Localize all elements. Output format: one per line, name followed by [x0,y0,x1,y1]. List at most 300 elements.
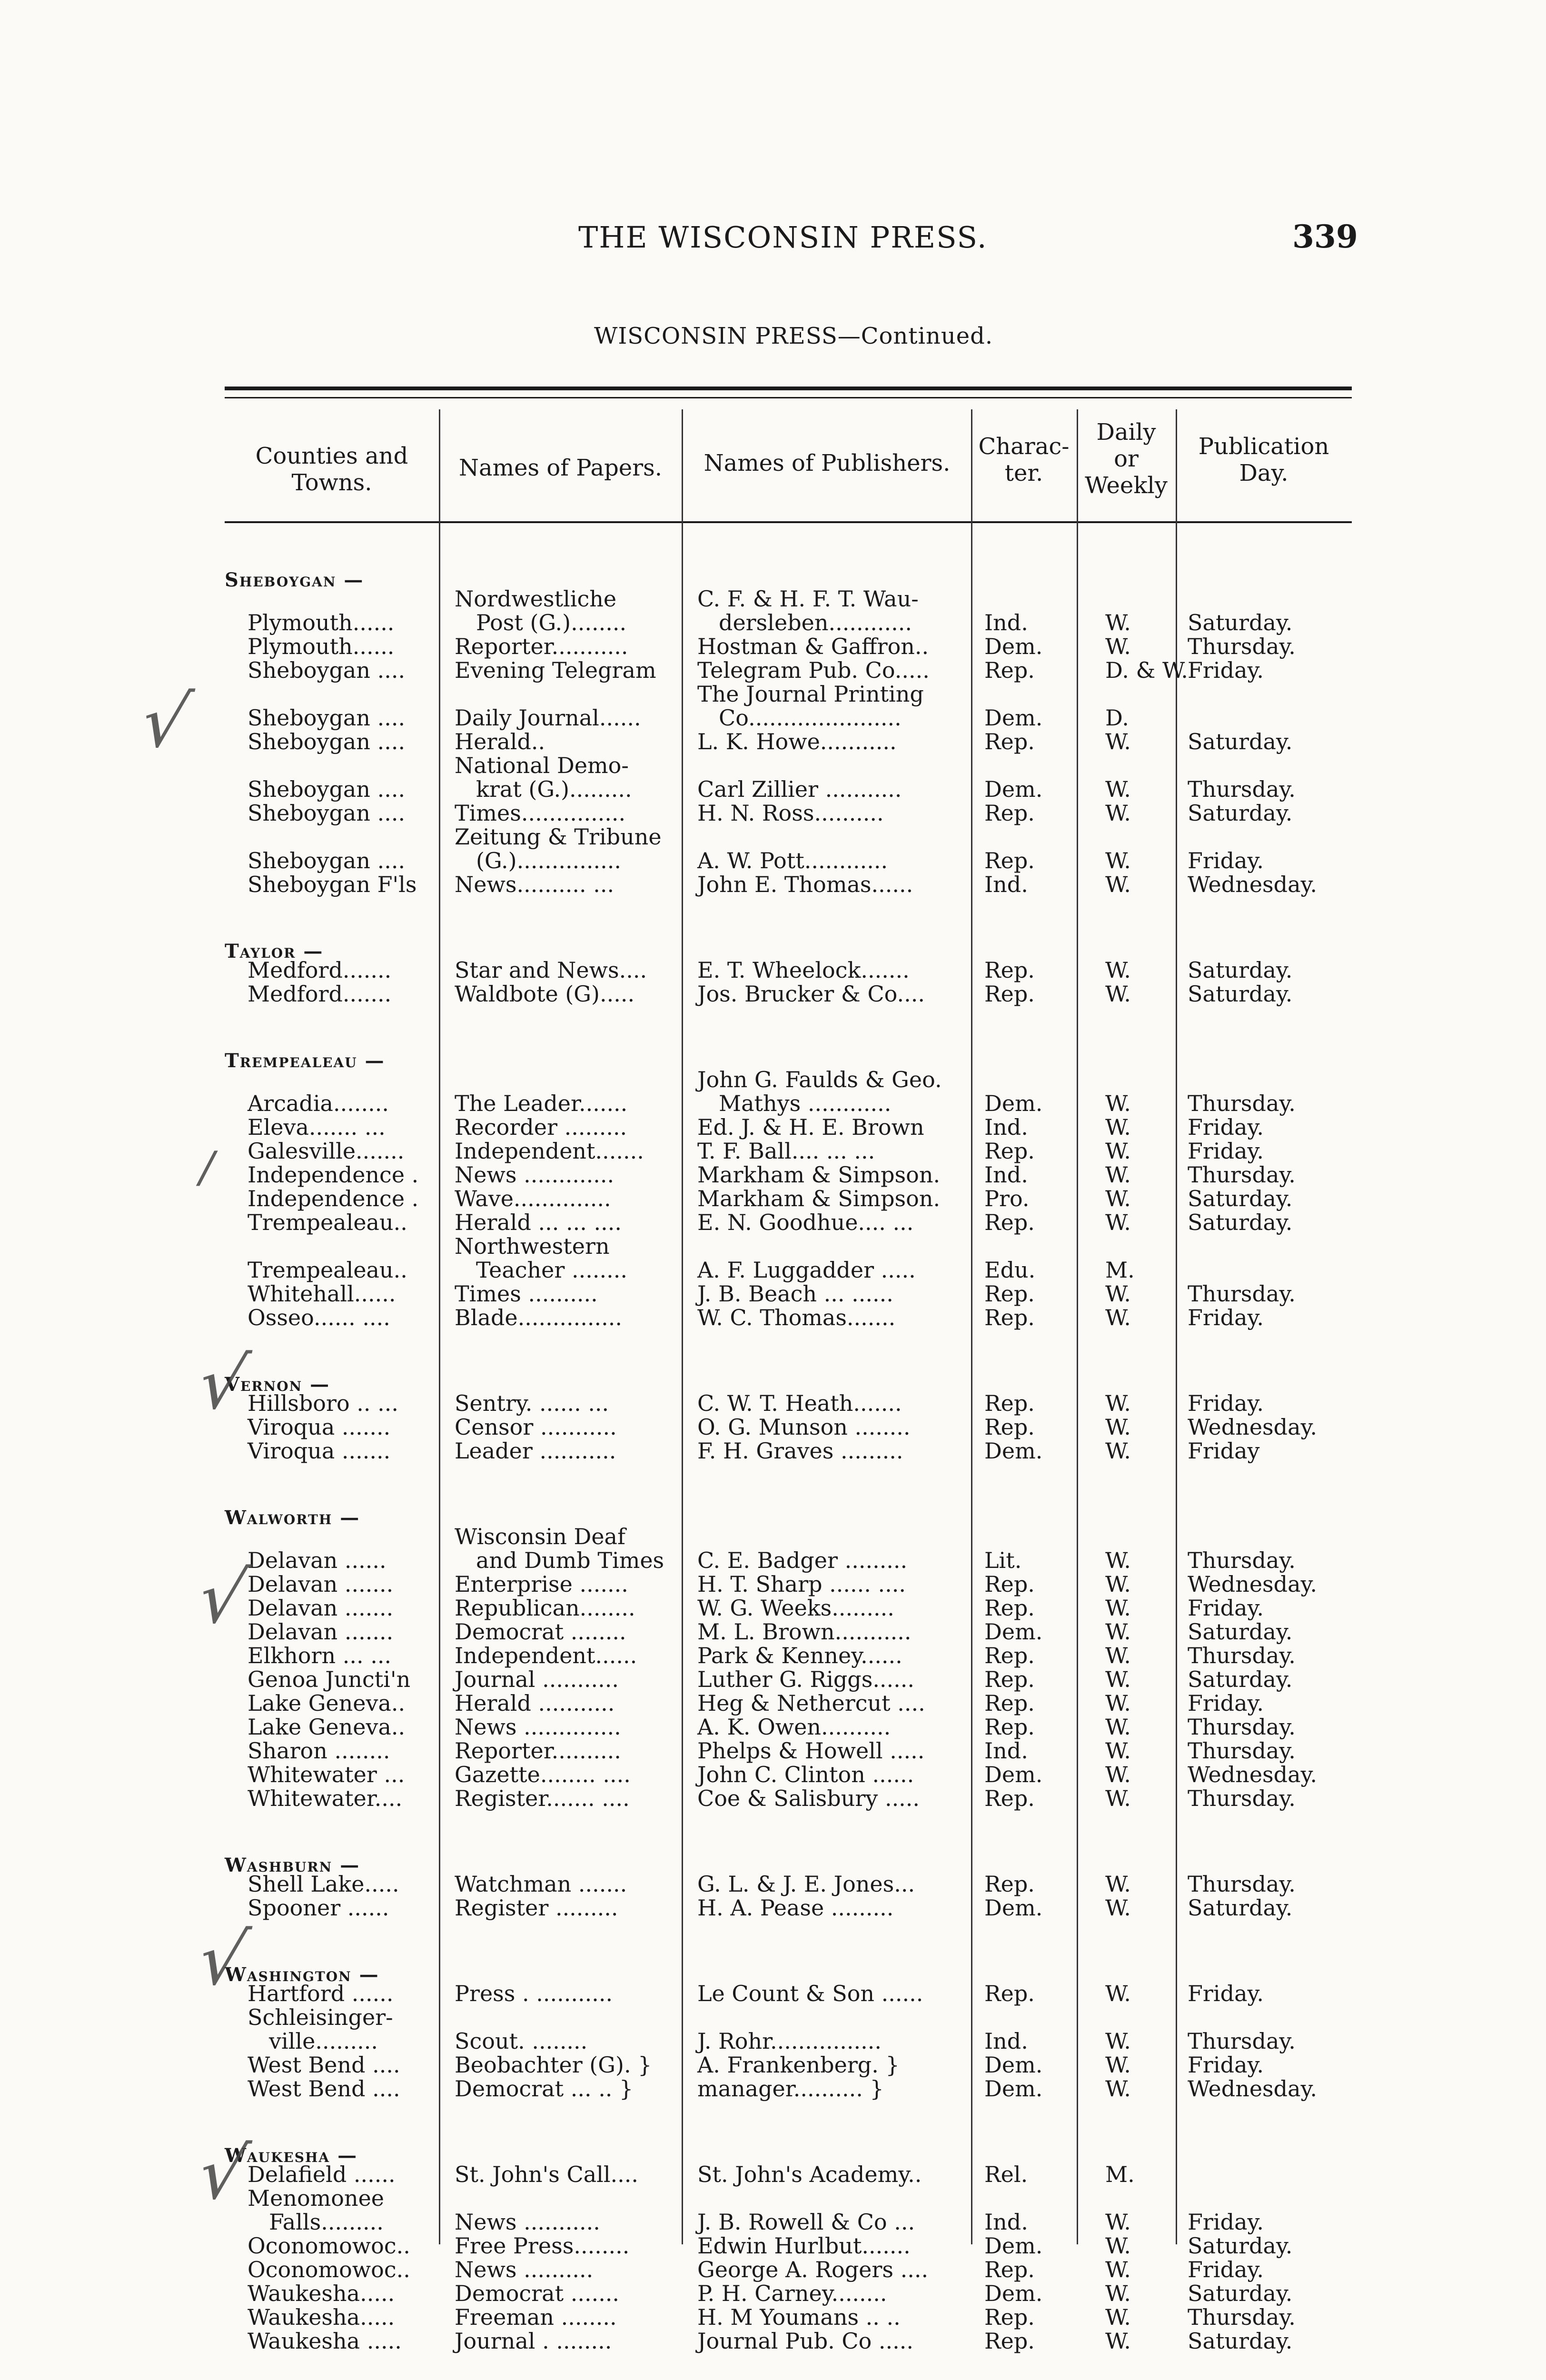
paper-name-cell: Teacher ........ [476,1257,627,1283]
paper-name-cell: Independent....... [455,1138,644,1164]
paper-name-cell: Scout. ........ [455,2028,588,2054]
publisher-cell: C. W. T. Heath....... [697,1390,902,1416]
town-cell: Delavan ...... [248,1547,386,1573]
paper-name-cell: Evening Telegram [455,657,656,683]
county-heading: Trempealeau — [225,1050,385,1072]
publisher-cell: E. N. Goodhue.... ... [697,1210,914,1235]
publisher-cell: C. E. Badger ......... [697,1547,908,1573]
frequency-cell: W. [1105,2076,1131,2102]
publisher-cell: dersleben............ [719,610,912,635]
publication-day-cell: Friday. [1188,657,1264,683]
town-cell: West Bend .... [248,2076,400,2102]
frequency-cell: W. [1105,1114,1131,1140]
party-character-cell: Dem. [984,634,1043,659]
publication-day-cell: Wednesday. [1188,1571,1318,1597]
party-character-cell: Pro. [984,1186,1030,1211]
paper-name-cell: Journal ........... [455,1666,619,1692]
publisher-cell: John G. Faulds & Geo. [697,1067,942,1092]
town-cell: Hartford ...... [248,1981,394,2006]
town-cell: Independence . [248,1162,419,1188]
town-cell: Delafield ...... [248,2162,396,2187]
paper-name-cell: Waldbote (G)..... [455,981,635,1007]
paper-name-cell: The Leader....... [455,1091,628,1116]
town-cell: West Bend .... [248,2052,400,2078]
publication-day-cell: Wednesday. [1188,872,1318,897]
paper-name-cell: Freeman ........ [455,2304,617,2330]
publisher-cell: Edwin Hurlbut....... [697,2233,911,2259]
frequency-cell: W. [1105,1762,1131,1787]
publisher-cell: T. F. Ball.... ... ... [697,1138,875,1164]
publisher-cell: W. C. Thomas....... [697,1305,896,1330]
town-cell: Menomonee [248,2185,385,2211]
town-cell: Genoa Juncti'n [248,1666,411,1692]
party-character-cell: Rep. [984,2257,1035,2282]
paper-name-cell: Press . ........... [455,1981,613,2006]
town-cell: Waukesha ..... [248,2328,402,2354]
party-character-cell: Dem. [984,2052,1043,2078]
paper-name-cell: Wave.............. [455,1186,611,1211]
paper-name-cell: Democrat ....... [455,2281,620,2306]
frequency-cell: M. [1105,1257,1135,1283]
town-cell: Sheboygan .... [248,729,406,754]
publisher-cell: H. M Youmans .. .. [697,2304,901,2330]
publication-day-cell: Saturday. [1188,800,1293,826]
frequency-cell: W. [1105,2052,1131,2078]
party-character-cell: Rep. [984,1281,1035,1307]
party-character-cell: Rep. [984,1595,1035,1621]
frequency-cell: W. [1105,957,1131,983]
paper-name-cell: krat (G.)......... [476,776,632,802]
frequency-cell: D. [1105,705,1129,731]
publisher-cell: Coe & Salisbury ..... [697,1785,920,1811]
pencil-check-mark: √ [134,681,198,764]
paper-name-cell: Times............... [455,800,626,826]
publisher-cell: A. W. Pott............ [697,848,888,873]
frequency-cell: W. [1105,1666,1131,1692]
party-character-cell: Dem. [984,705,1043,731]
town-cell: Sheboygan .... [248,848,406,873]
party-character-cell: Dem. [984,2076,1043,2102]
town-cell: Sheboygan .... [248,776,406,802]
column-header-publishers: Names of Publishers. [704,450,951,476]
frequency-cell: W. [1105,1643,1131,1668]
publication-day-cell: Saturday. [1188,729,1293,754]
party-character-cell: Rep. [984,1571,1035,1597]
publication-day-cell: Thursday. [1188,1162,1296,1188]
party-character-cell: Rel. [984,2162,1028,2187]
party-character-cell: Rep. [984,657,1035,683]
party-character-cell: Rep. [984,2328,1035,2354]
publisher-cell: Hostman & Gaffron.. [697,634,929,659]
publisher-cell: P. H. Carney........ [697,2281,887,2306]
paper-name-cell: News ........... [455,2209,600,2235]
frequency-cell: W. [1105,1186,1131,1211]
paper-name-cell: Enterprise ....... [455,1571,628,1597]
frequency-cell: W. [1105,1390,1131,1416]
party-character-cell: Ind. [984,1162,1028,1188]
paper-name-cell: News .............. [455,1714,621,1740]
paper-name-cell: Sentry. ...... ... [455,1390,609,1416]
publication-day-cell: Friday. [1188,2052,1264,2078]
column-divider [439,409,440,2244]
frequency-cell: W. [1105,2233,1131,2259]
paper-name-cell: Herald ........... [455,1690,615,1716]
pencil-check-mark: √ [191,2132,255,2215]
frequency-cell: W. [1105,1281,1131,1307]
frequency-cell: W. [1105,776,1131,802]
party-character-cell: Rep. [984,1981,1035,2006]
paper-name-cell: Free Press........ [455,2233,630,2259]
publisher-cell: George A. Rogers .... [697,2257,929,2282]
publisher-cell: H. T. Sharp ...... .... [697,1571,906,1597]
publisher-cell: manager.......... } [697,2076,884,2102]
party-character-cell: Dem. [984,1895,1043,1921]
publisher-cell: A. K. Owen.......... [697,1714,891,1740]
publication-day-cell: Saturday. [1188,610,1293,635]
publisher-cell: John C. Clinton ...... [697,1762,914,1787]
paper-name-cell: Herald.. [455,729,545,754]
party-character-cell: Rep. [984,1785,1035,1811]
town-cell: Medford....... [248,957,392,983]
publisher-cell: Le Count & Son ...... [697,1981,923,2006]
publisher-cell: Jos. Brucker & Co.... [697,981,925,1007]
publisher-cell: Park & Kenney...... [697,1643,902,1668]
paper-name-cell: News ............. [455,1162,614,1188]
column-header-papers: Names of Papers. [458,455,663,481]
frequency-cell: W. [1105,1619,1131,1645]
publisher-cell: W. G. Weeks......... [697,1595,894,1621]
town-cell: Oconomowoc.. [248,2257,410,2282]
publisher-cell: H. N. Ross.......... [697,800,884,826]
town-cell: Viroqua ....... [248,1438,391,1464]
publication-day-cell: Saturday. [1188,1895,1293,1921]
publisher-cell: Phelps & Howell ..... [697,1738,925,1764]
paper-name-cell: Journal . ........ [455,2328,612,2354]
party-character-cell: Dem. [984,1619,1043,1645]
publisher-cell: Carl Zillier ........... [697,776,902,802]
town-cell: Whitehall...... [248,1281,396,1307]
column-header-towns: Counties and Towns. [255,443,408,496]
publication-day-cell: Saturday. [1188,2233,1293,2259]
frequency-cell: W. [1105,2209,1131,2235]
party-character-cell: Ind. [984,610,1028,635]
frequency-cell: W. [1105,1738,1131,1764]
publication-day-cell: Thursday. [1188,1714,1296,1740]
publication-day-cell: Thursday. [1188,1643,1296,1668]
publication-day-cell: Thursday. [1188,1785,1296,1811]
frequency-cell: W. [1105,2257,1131,2282]
publication-day-cell: Thursday. [1188,776,1296,802]
paper-name-cell: Herald ... ... .... [455,1210,622,1235]
party-character-cell: Ind. [984,2209,1028,2235]
publication-day-cell: Friday. [1188,1138,1264,1164]
paper-name-cell: Beobachter (G). } [455,2052,652,2078]
frequency-cell: W. [1105,610,1131,635]
column-header-daily: Daily or Weekly [1085,419,1168,499]
publisher-cell: A. F. Luggadder ..... [697,1257,916,1283]
frequency-cell: W. [1105,1871,1131,1897]
party-character-cell: Rep. [984,1414,1035,1440]
publication-day-cell: Saturday. [1188,2328,1293,2354]
paper-name-cell: Censor ........... [455,1414,617,1440]
town-cell: Delavan ....... [248,1595,394,1621]
town-cell: Trempealeau.. [248,1257,407,1283]
frequency-cell: M. [1105,2162,1135,2187]
frequency-cell: W. [1105,2304,1131,2330]
frequency-cell: W. [1105,634,1131,659]
publication-day-cell: Thursday. [1188,1281,1296,1307]
publisher-cell: H. A. Pease ......... [697,1895,894,1921]
publication-day-cell: Friday. [1188,1595,1264,1621]
publisher-cell: M. L. Brown........... [697,1619,912,1645]
publisher-cell: E. T. Wheelock....... [697,957,910,983]
party-character-cell: Dem. [984,2281,1043,2306]
town-cell: Sheboygan .... [248,705,406,731]
county-heading: Walworth — [225,1507,360,1529]
frequency-cell: W. [1105,1547,1131,1573]
town-cell: Elkhorn ... ... [248,1643,392,1668]
frequency-cell: W. [1105,1162,1131,1188]
frequency-cell: W. [1105,1414,1131,1440]
publication-day-cell: Friday. [1188,1690,1264,1716]
town-cell: Delavan ....... [248,1571,394,1597]
paper-name-cell: Republican........ [455,1595,635,1621]
publication-day-cell: Thursday. [1188,1547,1296,1573]
publication-day-cell: Thursday. [1188,634,1296,659]
paper-name-cell: Star and News.... [455,957,647,983]
town-cell: Eleva....... ... [248,1114,386,1140]
publisher-cell: J. B. Rowell & Co ... [697,2209,915,2235]
column-header-character: Charac- ter. [978,433,1070,486]
town-cell: Independence . [248,1186,419,1211]
frequency-cell: W. [1105,729,1131,754]
running-title: THE WISCONSIN PRESS. [578,220,988,255]
party-character-cell: Ind. [984,2028,1028,2054]
town-cell: Sheboygan F'ls [248,872,417,897]
party-character-cell: Rep. [984,800,1035,826]
party-character-cell: Rep. [984,1690,1035,1716]
publication-day-cell: Thursday. [1188,2304,1296,2330]
paper-name-cell: Democrat ... .. } [455,2076,634,2102]
town-cell: Spooner ...... [248,1895,389,1921]
publisher-cell: J. B. Beach ... ...... [697,1281,893,1307]
frequency-cell: W. [1105,1438,1131,1464]
town-cell: Schleisinger- [248,2004,393,2030]
paper-name-cell: Independent...... [455,1643,637,1668]
town-cell: Sharon ........ [248,1738,390,1764]
party-character-cell: Ind. [984,1114,1028,1140]
publisher-cell: Markham & Simpson. [697,1186,941,1211]
party-character-cell: Rep. [984,2304,1035,2330]
publisher-cell: Luther G. Riggs...... [697,1666,915,1692]
county-heading: Vernon — [225,1373,330,1396]
frequency-cell: W. [1105,1690,1131,1716]
publisher-cell: L. K. Howe........... [697,729,897,754]
town-cell: Waukesha..... [248,2281,395,2306]
publication-day-cell: Saturday. [1188,2281,1293,2306]
party-character-cell: Ind. [984,872,1028,897]
party-character-cell: Lit. [984,1547,1022,1573]
publisher-cell: The Journal Printing [697,681,924,707]
party-character-cell: Rep. [984,729,1035,754]
column-divider [1176,409,1177,2244]
paper-name-cell: Register....... .... [455,1785,630,1811]
publication-day-cell: Friday. [1188,1305,1264,1330]
party-character-cell: Rep. [984,1305,1035,1330]
frequency-cell: W. [1105,2281,1131,2306]
paper-name-cell: National Demo- [455,753,629,778]
paper-name-cell: (G.)............... [476,848,621,873]
pencil-check-mark: √ [191,1918,255,2001]
publication-day-cell: Saturday. [1188,1619,1293,1645]
party-character-cell: Dem. [984,1762,1043,1787]
county-heading: Taylor — [225,940,324,962]
paper-name-cell: Post (G.)........ [476,610,627,635]
frequency-cell: W. [1105,1091,1131,1116]
publication-day-cell: Friday. [1188,848,1264,873]
town-cell: Shell Lake..... [248,1871,399,1897]
party-character-cell: Rep. [984,1390,1035,1416]
county-heading: Sheboygan — [225,569,364,591]
frequency-cell: W. [1105,1595,1131,1621]
paper-name-cell: Daily Journal...... [455,705,641,731]
town-cell: Arcadia........ [248,1091,389,1116]
column-divider [682,409,683,2244]
publisher-cell: Mathys ............ [719,1091,892,1116]
frequency-cell: W. [1105,1785,1131,1811]
town-cell: Lake Geneva.. [248,1690,406,1716]
pencil-check-mark: √ [191,1557,255,1639]
frequency-cell: W. [1105,1138,1131,1164]
town-cell: Plymouth...... [248,610,395,635]
party-character-cell: Rep. [984,1643,1035,1668]
publisher-cell: C. F. & H. F. T. Wau- [697,586,919,612]
frequency-cell: W. [1105,1305,1131,1330]
town-cell: Osseo...... .... [248,1305,390,1330]
frequency-cell: W. [1105,2328,1131,2354]
party-character-cell: Dem. [984,1091,1043,1116]
publisher-cell: John E. Thomas...... [697,872,913,897]
publication-day-cell: Thursday. [1188,1871,1296,1897]
publication-day-cell: Thursday. [1188,2028,1296,2054]
column-divider [971,409,972,2244]
publisher-cell: St. John's Academy.. [697,2162,922,2187]
town-cell: Galesville....... [248,1138,405,1164]
paper-name-cell: and Dumb Times [476,1547,664,1573]
party-character-cell: Dem. [984,1438,1043,1464]
pencil-check-mark: √ [191,1342,255,1425]
party-character-cell: Rep. [984,1138,1035,1164]
town-cell: Sheboygan .... [248,800,406,826]
party-character-cell: Rep. [984,957,1035,983]
publication-day-cell: Saturday. [1188,957,1293,983]
publisher-cell: Telegram Pub. Co..... [697,657,930,683]
paper-name-cell: News.......... ... [455,872,614,897]
table-caption: WISCONSIN PRESS—Continued. [594,323,993,349]
publisher-cell: Co...................... [719,705,902,731]
publisher-cell: G. L. & J. E. Jones... [697,1871,915,1897]
town-cell: Viroqua ....... [248,1414,391,1440]
publisher-cell: Journal Pub. Co ..... [697,2328,914,2354]
party-character-cell: Dem. [984,776,1043,802]
town-cell: Hillsboro .. ... [248,1390,399,1416]
paper-name-cell: Leader ........... [455,1438,616,1464]
top-rule [225,387,1352,390]
publication-day-cell: Saturday. [1188,1210,1293,1235]
town-cell: Whitewater.... [248,1785,403,1811]
publication-day-cell: Thursday. [1188,1738,1296,1764]
frequency-cell: W. [1105,1210,1131,1235]
publication-day-cell: Wednesday. [1188,1762,1318,1787]
town-cell: Whitewater ... [248,1762,405,1787]
top-rule-thin [225,397,1352,398]
frequency-cell: W. [1105,800,1131,826]
frequency-cell: W. [1105,1981,1131,2006]
pencil-check-mark: / [194,1142,220,1192]
paper-name-cell: Reporter........... [455,634,628,659]
frequency-cell: W. [1105,1895,1131,1921]
town-cell: Trempealeau.. [248,1210,407,1235]
party-character-cell: Edu. [984,1257,1036,1283]
paper-name-cell: Register ......... [455,1895,618,1921]
publication-day-cell: Saturday. [1188,981,1293,1007]
party-character-cell: Dem. [984,2233,1043,2259]
publication-day-cell: Saturday. [1188,1186,1293,1211]
publication-day-cell: Thursday. [1188,1091,1296,1116]
publication-day-cell: Friday. [1188,2209,1264,2235]
town-cell: Waukesha..... [248,2304,395,2330]
paper-name-cell: Reporter.......... [455,1738,621,1764]
header-rule [225,521,1352,523]
publisher-cell: A. Frankenberg. } [697,2052,900,2078]
publication-day-cell: Saturday. [1188,1666,1293,1692]
paper-name-cell: News .......... [455,2257,594,2282]
paper-name-cell: Wisconsin Deaf [455,1524,625,1549]
publication-day-cell: Friday. [1188,1981,1264,2006]
party-character-cell: Rep. [984,1871,1035,1897]
paper-name-cell: Watchman ....... [455,1871,627,1897]
paper-name-cell: Times .......... [455,1281,598,1307]
party-character-cell: Ind. [984,1738,1028,1764]
frequency-cell: W. [1105,872,1131,897]
paper-name-cell: Democrat ........ [455,1619,626,1645]
publication-day-cell: Wednesday. [1188,1414,1318,1440]
party-character-cell: Rep. [984,1210,1035,1235]
county-heading: Washburn — [225,1854,360,1876]
publisher-cell: Markham & Simpson. [697,1162,941,1188]
frequency-cell: D. & W. [1105,657,1188,683]
paper-name-cell: Gazette........ .... [455,1762,631,1787]
column-header-day: Publication Day. [1198,433,1329,486]
town-cell: Delavan ....... [248,1619,394,1645]
paper-name-cell: Zeitung & Tribune [455,824,662,850]
frequency-cell: W. [1105,1571,1131,1597]
publication-day-cell: Friday. [1188,1390,1264,1416]
town-cell: Plymouth...... [248,634,395,659]
paper-name-cell: Northwestern [455,1233,610,1259]
frequency-cell: W. [1105,981,1131,1007]
paper-name-cell: Nordwestliche [455,586,617,612]
publisher-cell: Heg & Nethercut .... [697,1690,925,1716]
publisher-cell: F. H. Graves ......... [697,1438,903,1464]
party-character-cell: Rep. [984,1666,1035,1692]
frequency-cell: W. [1105,848,1131,873]
party-character-cell: Rep. [984,848,1035,873]
publication-day-cell: Friday. [1188,2257,1264,2282]
publisher-cell: O. G. Munson ........ [697,1414,911,1440]
party-character-cell: Rep. [984,1714,1035,1740]
column-divider [1077,409,1078,2244]
